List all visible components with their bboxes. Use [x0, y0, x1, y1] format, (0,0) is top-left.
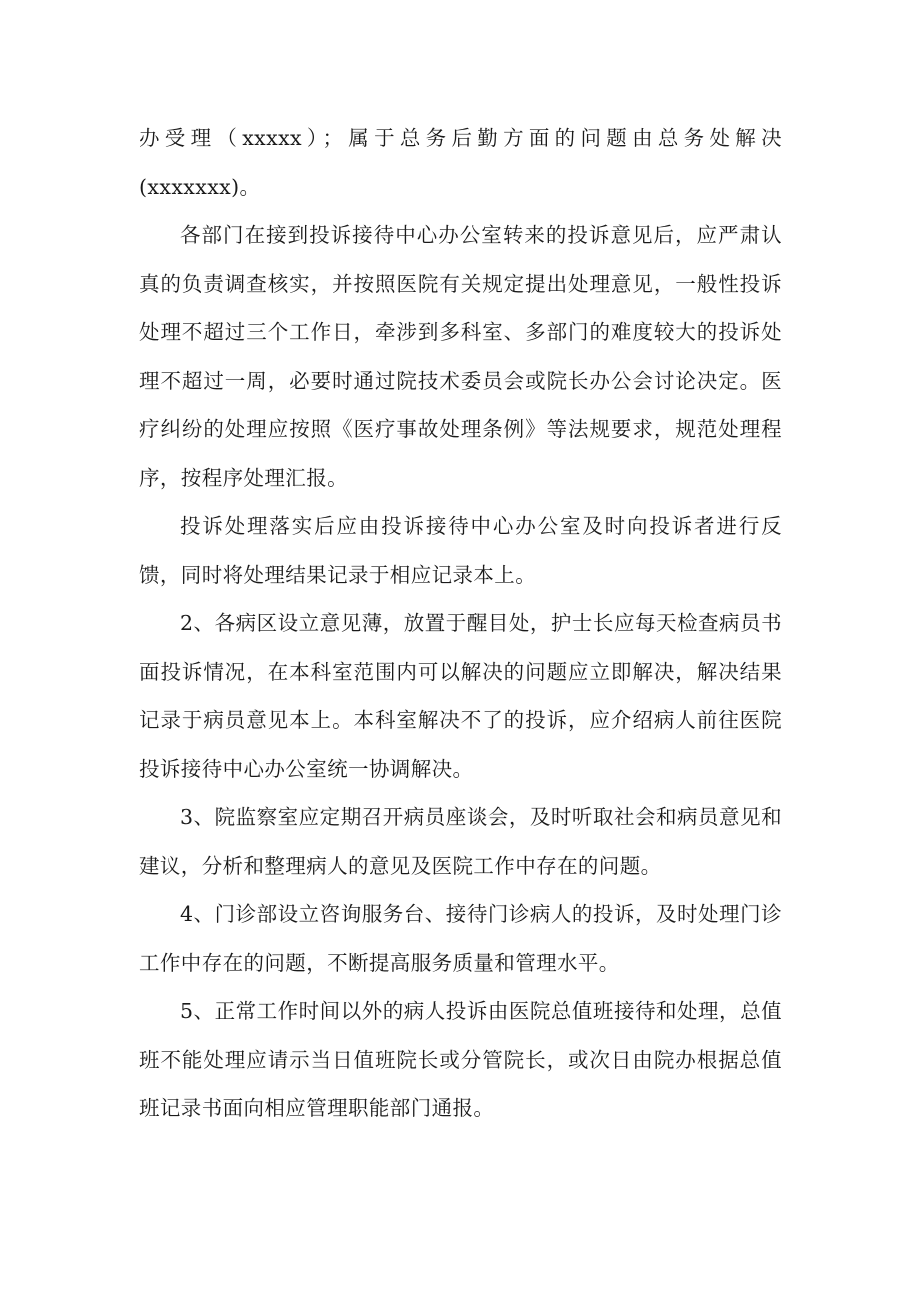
paragraph-feedback: 投诉处理落实后应由投诉接待中心办公室及时向投诉者进行反馈，同时将处理结果记录于相应记录本上。 [139, 514, 782, 587]
paragraph-item-2: 2、各病区设立意见薄，放置于醒目处，护士长应每天检查病员书面投诉情况，在本科室范围内可以解决的问题应立即解决，解决结果记录于病员意见本上。本科室解决不了的投诉，应介绍病人前往医院投诉接待中心办公室统一协调解决。 [139, 611, 782, 781]
paragraph-department-handling: 各部门在接到投诉接待中心办公室转来的投诉意见后，应严肃认真的负责调查核实，并按照医院有关规定提出处理意见，一般性投诉处理不超过三个工作日，牵涉到多科室、多部门的难度较大的投诉处理不超过一周，必要时通过院技术委员会或院长办公会讨论决定。医疗纠纷的处理应按照《医疗事故处理条例》等法规要求，规范处理程序，按程序处理汇报。 [139, 223, 782, 490]
paragraph-continuation: 办受理（xxxxx）；属于总务后勤方面的问题由总务处解决(xxxxxxx)。 [139, 126, 782, 199]
paragraph-item-3: 3、院监察室应定期召开病员座谈会，及时听取社会和病员意见和建议，分析和整理病人的意见及医院工作中存在的问题。 [139, 805, 782, 878]
paragraph-item-5: 5、正常工作时间以外的病人投诉由医院总值班接待和处理，总值班不能处理应请示当日值班院长或分管院长，或次日由院办根据总值班记录书面向相应管理职能部门通报。 [139, 999, 782, 1120]
document-body [139, 114, 782, 1133]
paragraph-item-4: 4、门诊部设立咨询服务台、接待门诊病人的投诉，及时处理门诊工作中存在的问题，不断提高服务质量和管理水平。 [139, 902, 782, 975]
